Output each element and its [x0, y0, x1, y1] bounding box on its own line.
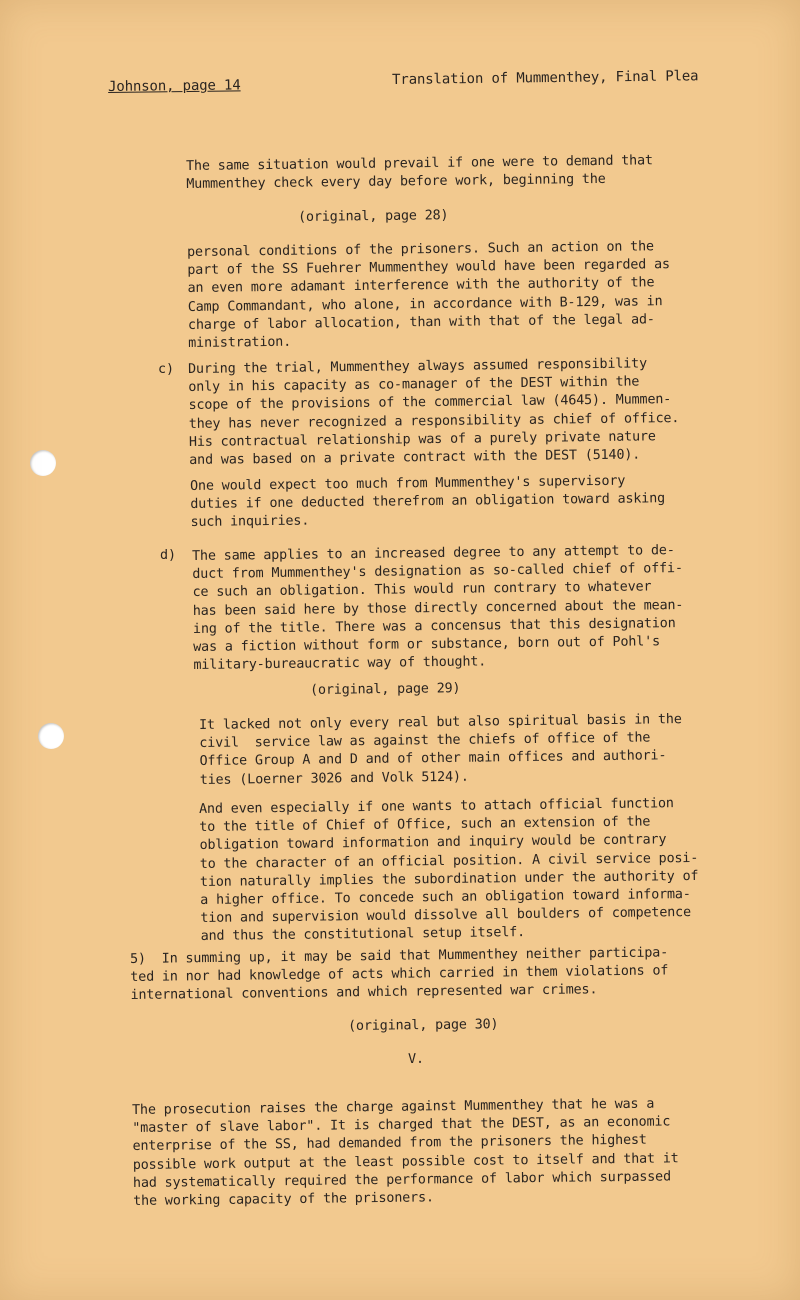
punch-hole-top	[30, 450, 56, 476]
line: The same situation would prevail if one were to demand that	[186, 153, 653, 174]
line: One would expect too much from Mummenthey's supervisory	[190, 473, 626, 494]
line: and was based on a private contract with the DEST (5140).	[189, 447, 641, 469]
paragraph-9	[132, 1095, 679, 1211]
line: ties (Loerner 3026 and Volk 5124).	[199, 769, 469, 788]
line: The same applies to an increased degree to any attempt to de-	[192, 543, 675, 564]
line: His contractual relationship was of a purely private nature	[188, 429, 656, 450]
paragraph-c	[188, 355, 680, 470]
line: Camp Commandant, who alone, in accordance with B-129, was in	[187, 293, 663, 315]
line: ministration.	[188, 334, 292, 352]
item-marker-c: c)	[158, 362, 175, 377]
item-marker-d: d)	[160, 548, 177, 563]
line: an even more adamant interference with the authority of the	[187, 275, 655, 297]
line: "master of slave labor". It is charged that the DEST, as an economic	[132, 1114, 671, 1137]
line: And even especially if one wants to attach official function	[199, 796, 674, 817]
line: was a fiction without form or substance, born out of Pohl's	[193, 634, 661, 656]
line: military-bureaucratic way of thought.	[193, 654, 487, 674]
line: The prosecution raises the charge against Mummenthey that he was a	[132, 1096, 655, 1118]
line: they has never recognized a responsibility as chief of office.	[188, 410, 680, 432]
section-heading: V.	[408, 1051, 425, 1067]
original-page-29: (original, page 29)	[310, 681, 461, 698]
line: and thus the constitutional setup itself.	[200, 925, 526, 945]
line: Mummenthey check every day before work, beginning the	[186, 172, 606, 193]
punch-hole-bottom	[38, 723, 64, 749]
line: charge of labor allocation, than with that of the legal ad-	[187, 312, 655, 333]
line: only in his capacity as co-manager of the DEST within the	[188, 374, 640, 396]
paragraph-7	[199, 795, 699, 947]
line: 5) In summing up, it may be said that Mummenthey neither participa-	[130, 945, 669, 967]
line: part of the SS Fuehrer Mummenthey would have been regarded as	[187, 257, 671, 279]
line: tion naturally implies the subordination under the authority of	[199, 868, 699, 890]
paragraph-6	[199, 711, 682, 790]
line: ing of the title. There was a concensus that this designation	[192, 615, 676, 637]
line: It lacked not only every real but also spiritual basis in the	[199, 712, 682, 733]
line: such inquiries.	[190, 513, 310, 531]
paragraph-2	[187, 238, 671, 353]
header-right: Translation of Mummenthey, Final Plea	[392, 68, 699, 88]
line: had systematically required the performance of labor which surpassed	[132, 1169, 672, 1191]
line: civil service law as against the chiefs of office of the	[199, 730, 651, 752]
line: has been said here by those directly concerned about the mean-	[192, 597, 684, 619]
paragraph-5-summing-up	[130, 944, 669, 1005]
line: a higher office. To concede such an obligation toward informa-	[200, 887, 691, 909]
header-left: Johnson, page 14	[108, 77, 241, 95]
line: possible work output at the least possible cost to itself and that it	[132, 1150, 679, 1173]
line: to the character of an official position. A civil service posi-	[199, 850, 699, 872]
line: obligation toward information and inquiry would be contrary	[199, 832, 667, 854]
line: During the trial, Mummenthey always assumed responsibility	[188, 356, 648, 377]
original-page-28: (original, page 28)	[298, 208, 449, 225]
line: personal conditions of the prisoners. Such an action on the	[187, 239, 654, 260]
line: the working capacity of the prisoners.	[133, 1190, 434, 1210]
line: ted in nor had knowledge of acts which carried in them violations of	[130, 963, 669, 986]
line: Office Group A and D and of other main offices and authori-	[199, 748, 667, 770]
line: international conventions and which represented war crimes.	[130, 982, 598, 1004]
line: scope of the provisions of the commercial law (4645). Mummen-	[188, 392, 672, 414]
paragraph-1	[186, 152, 653, 194]
line: duties if one deducted therefrom an obligation toward asking	[190, 491, 666, 513]
line: enterprise of the SS, had demanded from the prisoners the highest	[132, 1133, 647, 1155]
line: duct from Mummenthey's designation as so-called chief of offi-	[192, 561, 683, 583]
line: to the title of Chief of Office, such an extension of the	[199, 814, 651, 836]
line: tion and supervision would dissolve all boulders of competence	[200, 905, 692, 927]
line: ce such an obligation. This would run contrary to whatever	[192, 579, 652, 601]
original-page-30: (original, page 30)	[348, 1017, 499, 1034]
paragraph-c-2	[190, 472, 665, 532]
paragraph-d	[192, 542, 684, 675]
